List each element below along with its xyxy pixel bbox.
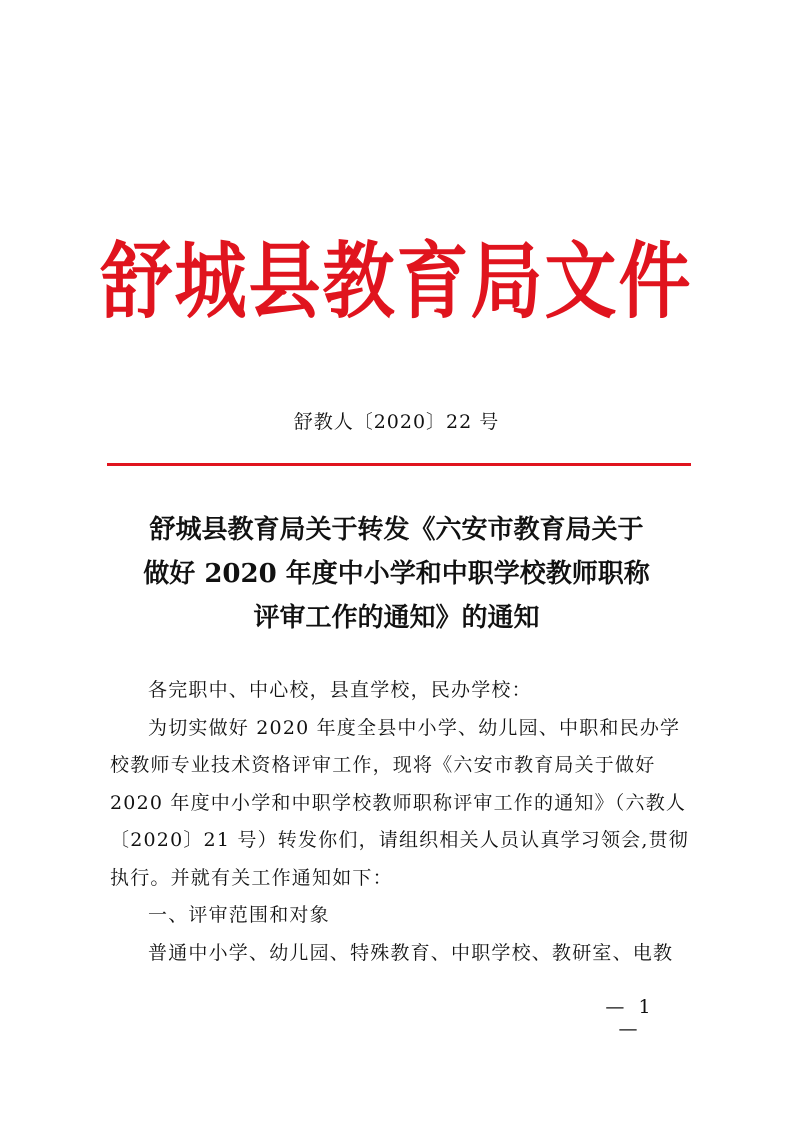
salutation: 各完职中、中心校，县直学校，民办学校： — [148, 679, 532, 701]
title-line: 做好 2020 年度中小学和中职学校教师职称 — [143, 559, 650, 589]
red-divider-line — [107, 463, 691, 466]
document-number: 舒教人〔2020〕22 号 — [293, 411, 500, 433]
title-line: 评审工作的通知》的通知 — [253, 603, 540, 633]
body-line: 2020 年度中小学和中职学校教师职称评审工作的通知》（六教人 — [110, 791, 687, 814]
body-line: 〔2020〕21 号）转发你们，请组织相关人员认真学习领会,贯彻 — [110, 829, 690, 851]
section-heading: 一、评审范围和对象 — [148, 904, 330, 926]
document-title — [100, 508, 693, 640]
masthead-title: 舒城县教育局文件 — [100, 233, 693, 330]
body-line: 校教师专业技术资格评审工作，现将《六安市教育局关于做好 — [110, 754, 656, 776]
title-line: 舒城县教育局关于转发《六安市教育局关于 — [149, 515, 644, 545]
body-line: 执行。并就有关工作通知如下： — [110, 866, 393, 889]
body-line: 为切实做好 2020 年度全县中小学、幼儿园、中职和民办学 — [148, 716, 681, 739]
body-line: 普通中小学、幼儿园、特殊教育、中职学校、教研室、电教 — [148, 941, 674, 964]
document-body — [110, 672, 693, 972]
page-number: — 1 — — [605, 996, 655, 1040]
